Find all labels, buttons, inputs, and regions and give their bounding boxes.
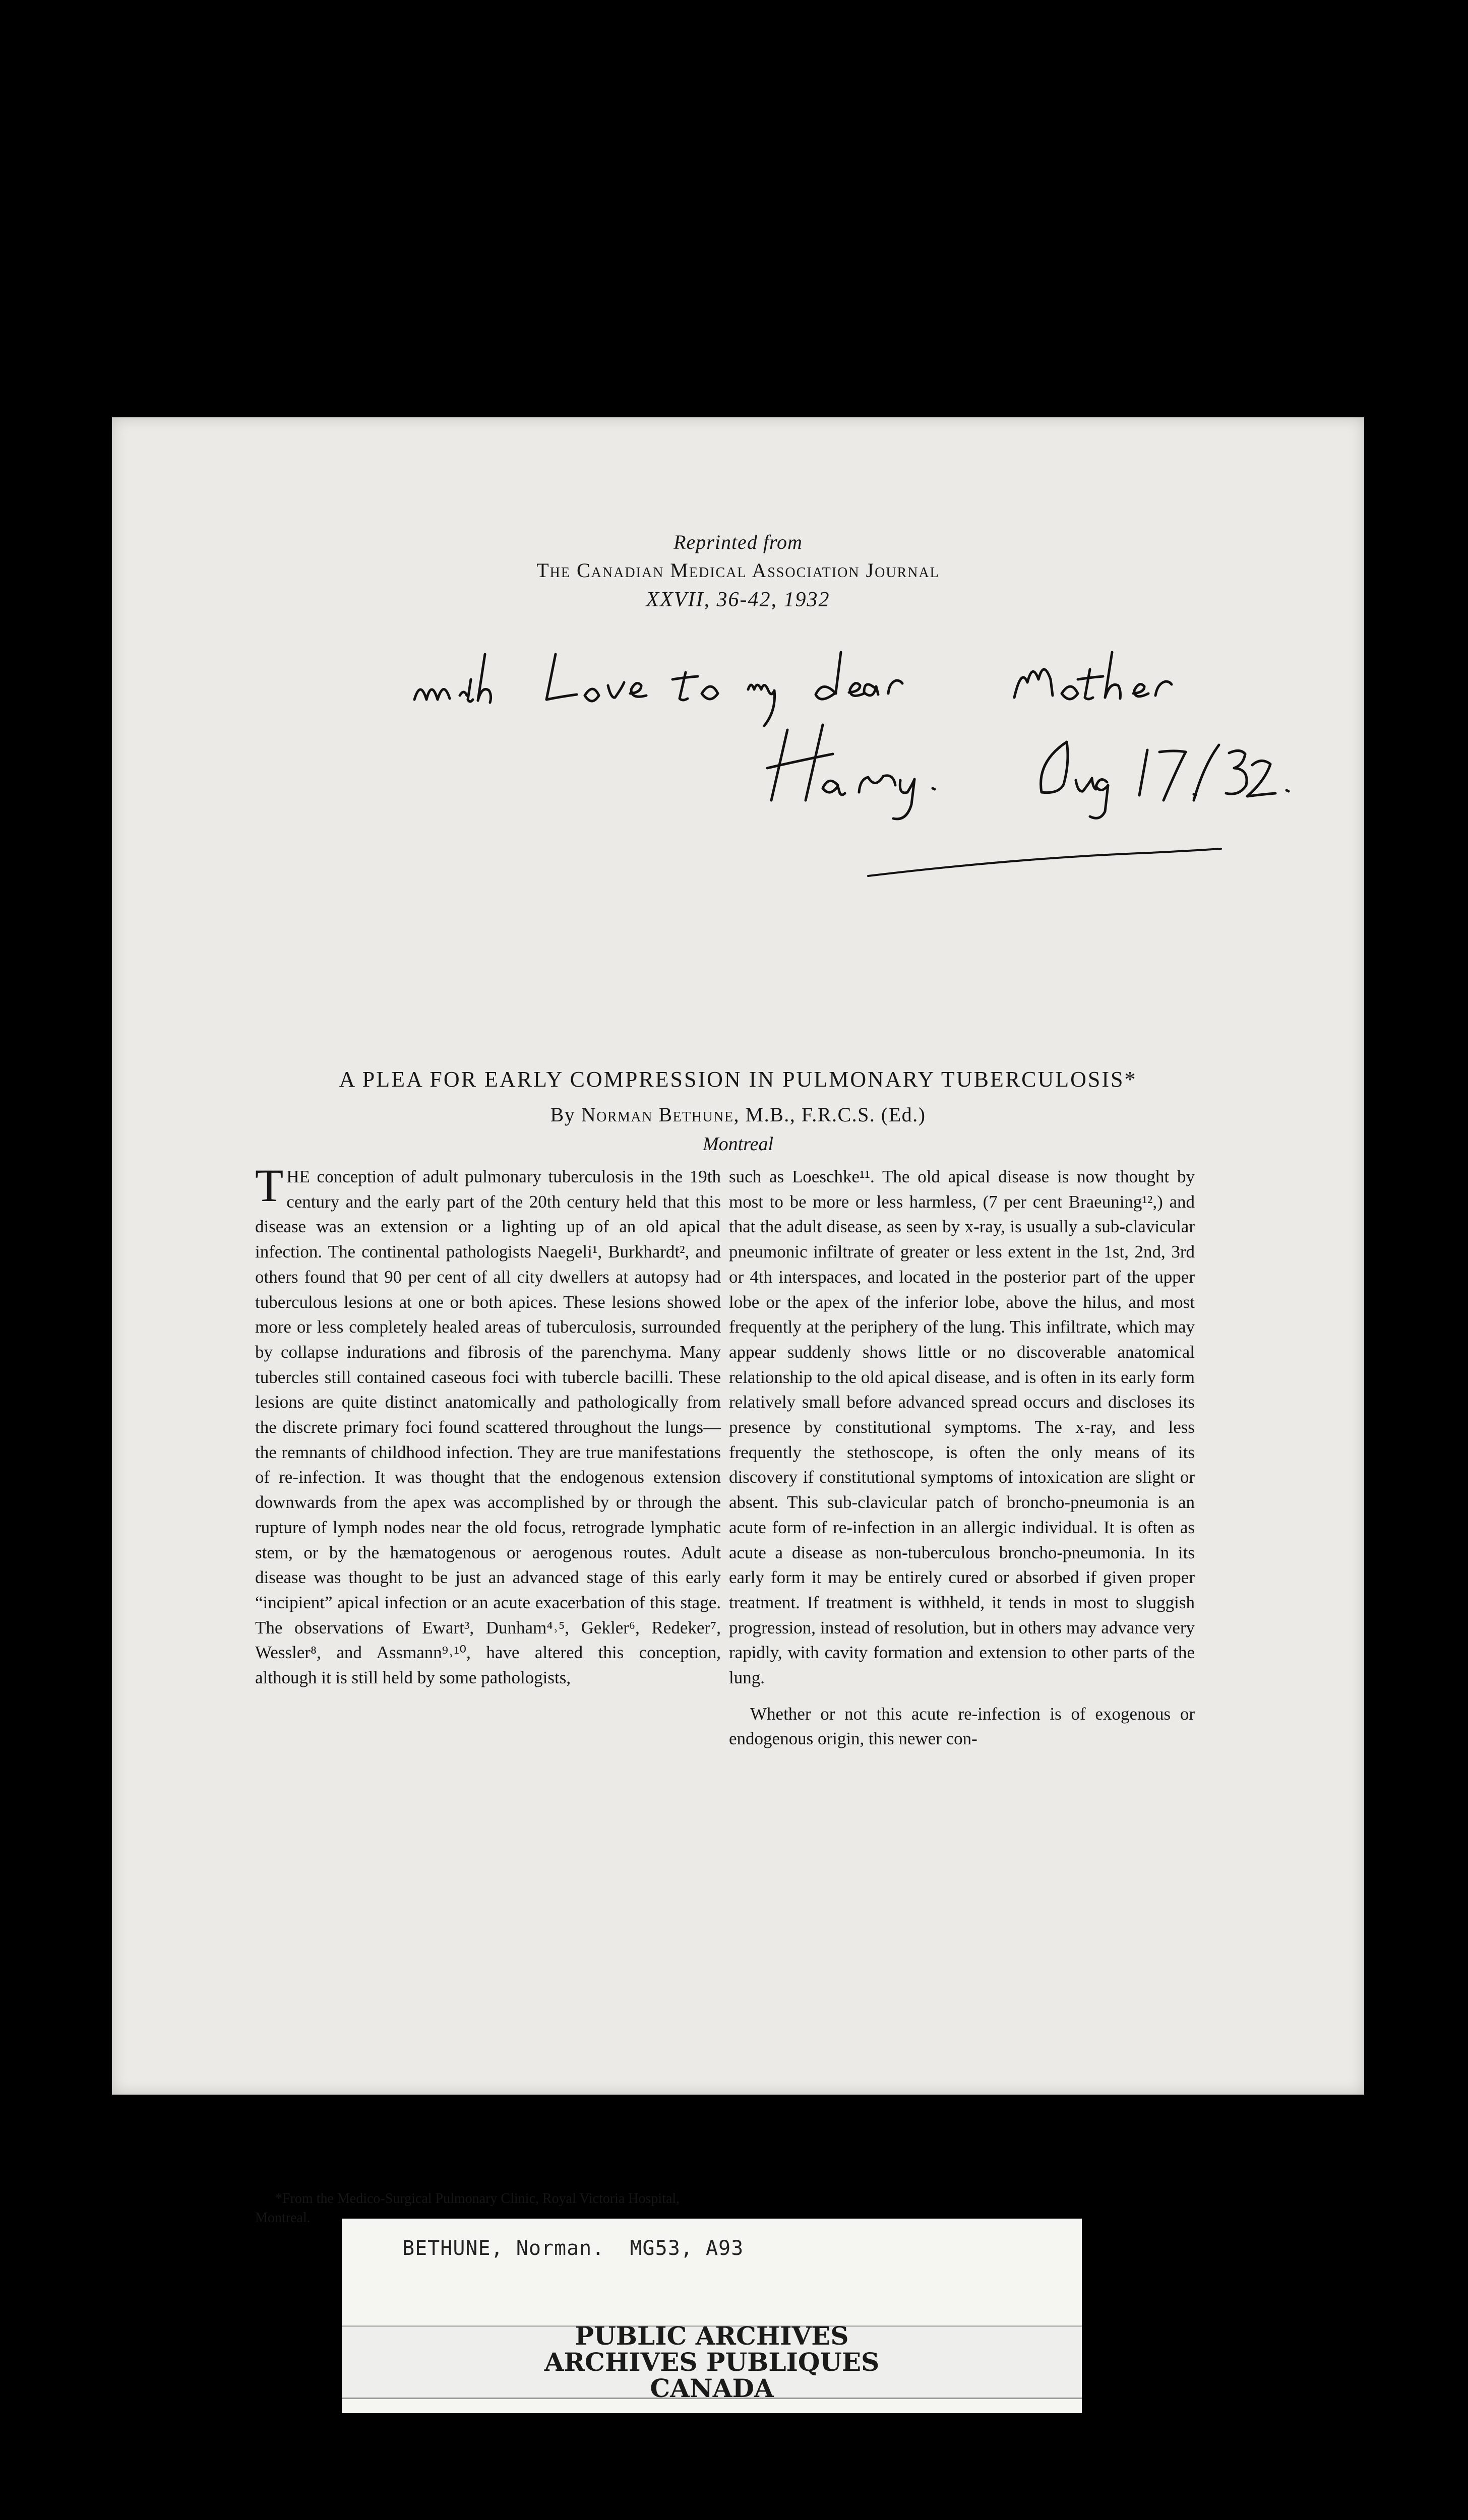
first-word: HE <box>286 1167 310 1186</box>
archive-stamp <box>342 2321 1082 2403</box>
left-column-paragraph <box>255 1160 721 1690</box>
left-column <box>255 1160 721 1690</box>
left-column-text: conception of adult pulmonary tuberculosis in the 19th century and the early part of the 20th century held that this disease was an extension or a lighting up of an old apical infection. The continental pathologists Naegeli¹, Burkhardt², and others found that 90 per cent of all city dwellers at autopsy had tuberculous lesions at one or both apices. These lesions showed more or less completely healed areas of tuberculosis, surrounded by collapse indurations and fibrosis of the parenchyma. Many tubercles still contained caseous foci with tubercle bacilli. These lesions are quite distinct anatomically and pathologically from the discrete primary foci found scattered throughout the lungs—the remnants of childhood infection. They are true manifestations of re-infection. It was thought that the endogenous extension downwards from the apex was accomplished by or through the rupture of lymph nodes near the old focus, retrograde lymphatic stem, or by the hæmatogenous or aerogenous routes. Adult disease was thought to be just an advanced stage of this early “incipient” apical infection or an acute exacerbation of this stage. The observations of Ewart³, Dunham⁴˒⁵, Gekler⁶, Redeker⁷, Wessler⁸, and Assmann⁹˒¹⁰, have altered this conception, although it is still held by some pathologists, <box>255 1167 721 1688</box>
author-name: Norman Bethune <box>581 1103 734 1126</box>
drop-cap: T <box>255 1160 284 1211</box>
archive-stamp-line-1: PUBLIC ARCHIVES <box>575 2321 849 2351</box>
article-title: A PLEA FOR EARLY COMPRESSION IN PULMONARY TUBERCULOSIS* <box>339 1067 1137 1092</box>
right-column <box>729 1164 1195 1751</box>
article-location: Montreal <box>702 1133 773 1155</box>
archive-reference: BETHUNE, Norman. MG53, A93 <box>402 2237 744 2260</box>
author-credentials: , M.B., F.R.C.S. (Ed.) <box>733 1103 926 1126</box>
archive-stamp-line-2: ARCHIVES PUBLIQUES <box>544 2347 880 2377</box>
footnote: *From the Medico-Surgical Pulmonary Clinic, Royal Victoria Hospital, Montreal. <box>255 2191 680 2226</box>
document-page <box>112 417 1364 2226</box>
article-byline <box>112 1103 1364 1126</box>
byline-prefix: By <box>550 1103 576 1126</box>
archive-label <box>342 2219 1082 2413</box>
journal-citation: XXVII, 36-42, 1932 <box>646 588 830 611</box>
archive-stamp-line-3: CANADA <box>650 2373 774 2403</box>
reprint-label: Reprinted from <box>674 531 803 553</box>
right-column-paragraph-2: Whether or not this acute re-infection is of exogenous or endogenous origin, this newer con- <box>729 1704 1195 1749</box>
right-column-paragraph-1: such as Loeschke¹¹. The old apical disease is now thought by most to be more or less harmless, (7 per cent Braeuning¹²,) and that the adult disease, as seen by x-ray, is usually a sub-clavicular pneumonic infiltrate of greater or less extent in the 1st, 2nd, 3rd or 4th interspaces, and located in the posterior part of the upper lobe or the apex of the inferior lobe, above the hilus, and most frequently at the periphery of the lung. This infiltrate, which may appear suddenly shows little or no discoverable anatomical relationship to the old apical disease, and is often in its early form relatively small before advanced spread occurs and discloses its presence by constitutional symptoms. The x-ray, and less frequently the stethoscope, is often the only means of its discovery if constitutional symptoms of intoxication are slight or absent. This sub-clavicular patch of broncho-pneumonia is an acute form of re-infection in an allergic individual. It is often as acute a disease as non-tuberculous broncho-pneumonia. In its early form it may be entirely cured or absorbed if given proper treatment. If treatment is withheld, it tends in most to sluggish progression, instead of resolution, but in others may advance very rapidly, with cavity formation and extension to other parts of the lung. <box>729 1167 1195 1688</box>
journal-name: The Canadian Medical Association Journal <box>536 559 940 582</box>
handwritten-inscription <box>112 417 1364 947</box>
